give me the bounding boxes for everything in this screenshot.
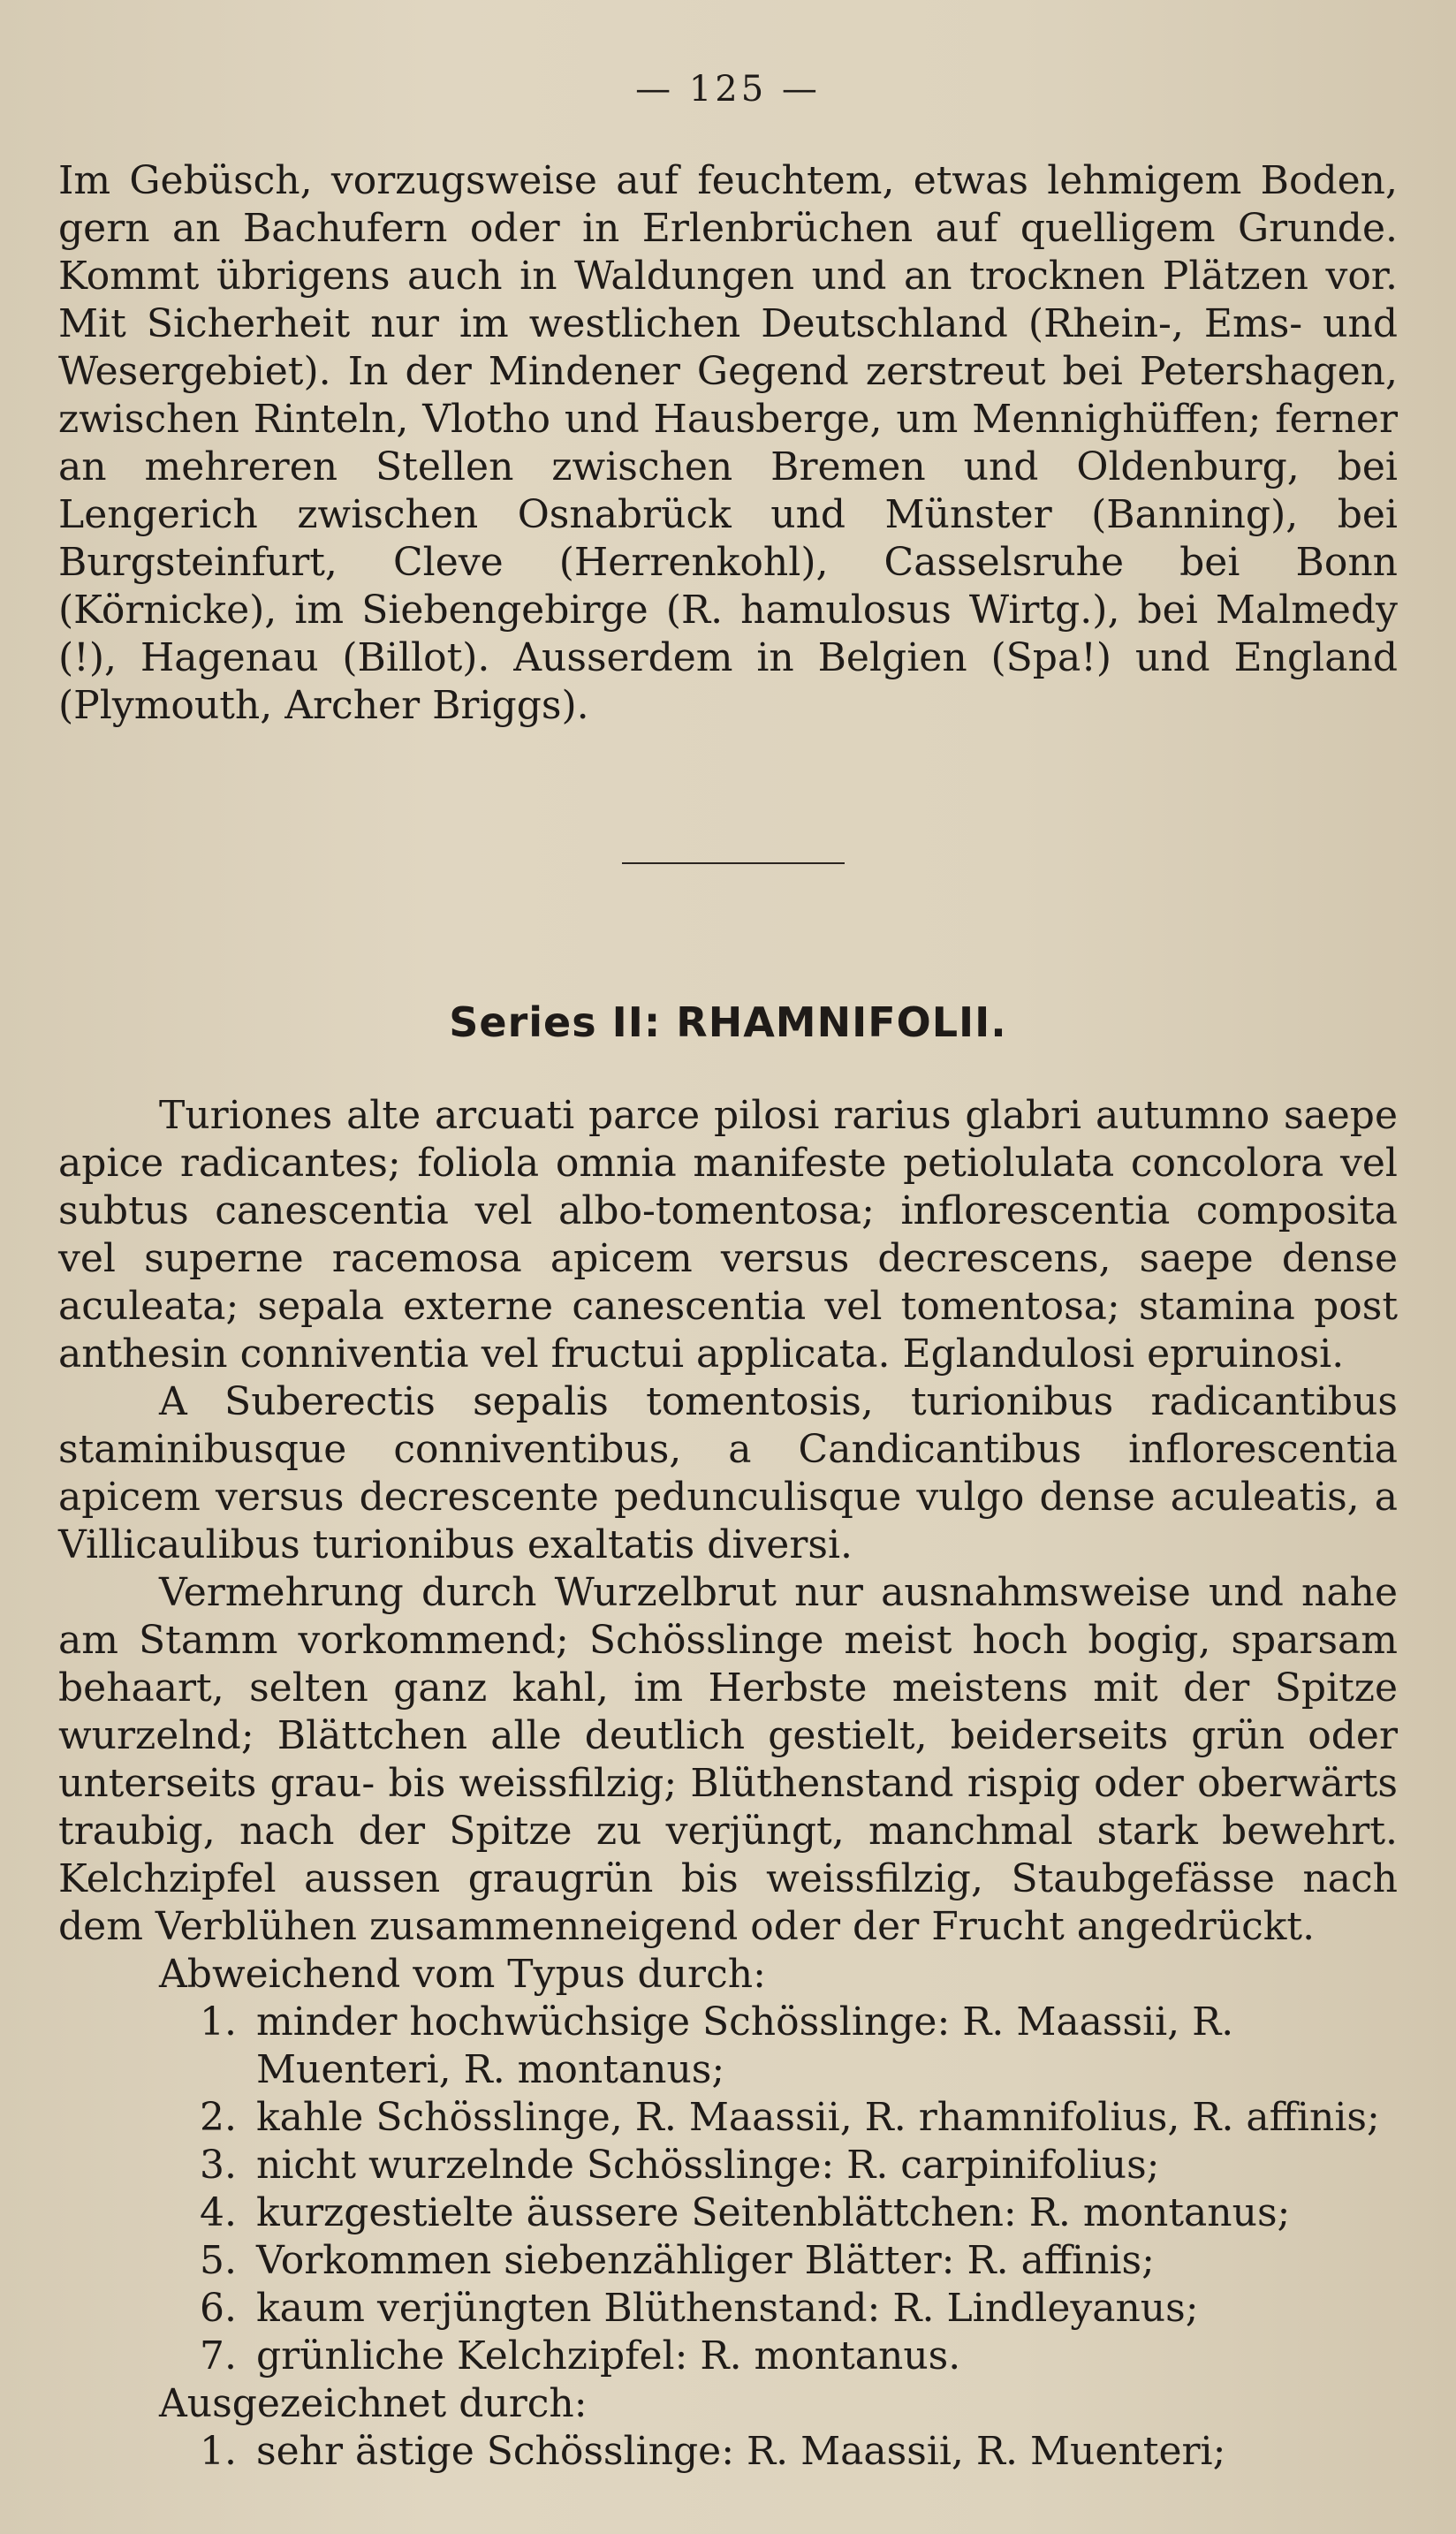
series-description (58, 1092, 1398, 2476)
list-item (200, 2285, 1398, 2333)
section-divider (622, 862, 845, 864)
list-item-number: 1. (200, 2429, 237, 2474)
list-item-number: 1. (200, 1999, 237, 2045)
habitat-paragraph: Im Gebüsch, vorzugsweise auf feuchtem, etwas lehmigem Boden, gern an Bachufern oder in Erlenbrüchen auf quelligem Grunde. Kommt übrigens auch in Waldungen und an trocknen Plätzen vor. Mit Sicherheit nur im westlichen Deutschland (Rhein-, Ems- und Wesergebiet). In der Mindener Gegend zerstreut bei Petershagen, zwischen Rinteln, Vlotho und Hausberge, um Mennighüffen; ferner an mehreren Stellen zwischen Bremen und Oldenburg, bei Lengerich zwischen Osnabrück und Münster (Banning), bei Burgsteinfurt, Cleve (Herrenkohl), Casselsruhe bei Bonn (Körnicke), im Siebengebirge (R. hamulosus Wirtg.), bei Malmedy (!), Hagenau (Billot). Ausserdem in Belgien (Spa!) und England (Plymouth, Archer Briggs). (58, 158, 1398, 728)
list-item (200, 2237, 1398, 2285)
list-item (200, 1999, 1398, 2094)
list-item-number: 7. (200, 2333, 237, 2378)
distinguished-list (58, 2428, 1398, 2476)
list-item (200, 2333, 1398, 2380)
list-item (200, 2189, 1398, 2237)
list-item-number: 5. (200, 2238, 237, 2283)
page-number: — 125 — (635, 69, 821, 110)
deviating-list (58, 1999, 1398, 2380)
list-item-text: kurzgestielte äussere Seitenblättchen: R. montanus; (256, 2190, 1291, 2235)
list-item (200, 2094, 1398, 2142)
latin-comparison-paragraph: A Suberectis sepalis tomentosis, turionibus radicantibus staminibusque conniventibus, a Candicantibus inflorescentia apicem versus decrescente pedunculisque vulgo dense aculeatis, a Villicaulibus turionibus exaltatis diversi. (58, 1379, 1398, 1567)
distinguished-heading: Ausgezeichnet durch: (159, 2381, 588, 2426)
list-item (200, 2428, 1398, 2476)
list-item-text: Vorkommen siebenzähliger Blätter: R. affinis; (256, 2238, 1155, 2283)
list-item-text: grünliche Kelchzipfel: R. montanus. (256, 2333, 961, 2378)
list-item-text: minder hochwüchsige Schösslinge: R. Maassii, R. Muenteri, R. montanus; (256, 1999, 1234, 2092)
list-item-text: kaum verjüngten Blüthenstand: R. Lindleyanus; (256, 2286, 1199, 2331)
series-heading: Series II: RHAMNIFOLII. (449, 998, 1007, 1046)
list-item-text: sehr ästige Schösslinge: R. Maassii, R. Muenteri; (256, 2429, 1226, 2474)
list-item-number: 4. (200, 2190, 237, 2235)
german-description-paragraph: Vermehrung durch Wurzelbrut nur ausnahmsweise und nahe am Stamm vorkommend; Schösslinge meist hoch bogig, sparsam behaart, selten ganz kahl, im Herbste meistens mit der Spitze wurzelnd; Blättchen alle deutlich gestielt, beiderseits grün oder unterseits grau- bis weissfilzig; Blüthenstand rispig oder oberwärts traubig, nach der Spitze zu verjüngt, manchmal stark bewehrt. Kelchzipfel aussen graugrün bis weissfilzig, Staubgefässe nach dem Verblühen zusammenneigend oder der Frucht angedrückt. (58, 1570, 1398, 1949)
list-item-text: kahle Schösslinge, R. Maassii, R. rhamnifolius, R. affinis; (256, 2095, 1380, 2140)
list-item-number: 3. (200, 2143, 237, 2188)
deviating-heading: Abweichend vom Typus durch: (159, 1952, 766, 1997)
list-item (200, 2142, 1398, 2189)
list-item-text: nicht wurzelnde Schösslinge: R. carpinifolius; (256, 2143, 1160, 2188)
latin-diagnosis-paragraph: Turiones alte arcuati parce pilosi rarius glabri autumno saepe apice radicantes; foliola omnia manifeste petiolulata concolora vel subtus canescentia vel albo-tomentosa; inflorescentia composita vel superne racemosa apicem versus decrescens, saepe dense aculeata; sepala externe canescentia vel tomentosa; stamina post anthesin conniventia vel fructui applicata. Eglandulosi epruinosi. (58, 1093, 1398, 1377)
list-item-number: 2. (200, 2095, 237, 2140)
list-item-number: 6. (200, 2286, 237, 2331)
